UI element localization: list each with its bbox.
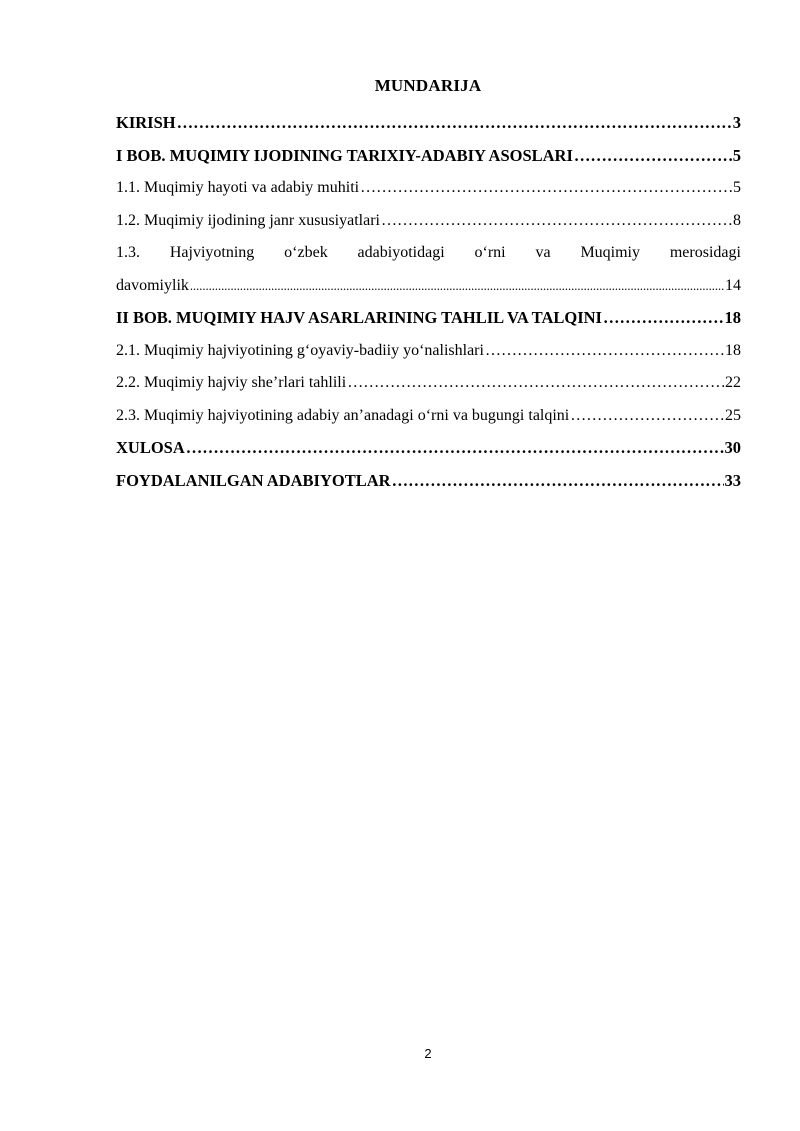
page-number: 2 — [424, 1046, 432, 1061]
toc-entry-page: 18 — [725, 341, 741, 359]
toc-entry-section-1-3 — [116, 237, 741, 302]
toc-word: o‘zbek — [284, 244, 328, 261]
toc-word: o‘rni — [474, 244, 506, 261]
toc-entry-label: I BOB. MUQIMIY IJODINING TARIXIY-ADABIY ASOSLARI — [116, 145, 573, 165]
toc-entry-section-2-1 — [116, 335, 741, 368]
toc-entry-label: FOYDALANILGAN ADABIYOTLAR — [116, 470, 391, 490]
toc-entry-references — [116, 465, 741, 498]
toc-entry-label: KIRISH — [116, 113, 176, 132]
toc-leader-dots — [177, 107, 732, 140]
toc-entry-section-1-1 — [116, 172, 741, 205]
toc-leader-dots — [485, 335, 724, 368]
toc-entry-label-line2 — [116, 270, 741, 303]
toc-entry-kirish — [116, 107, 741, 140]
toc-word: merosidagi — [669, 244, 741, 261]
toc-entry-label-line1 — [116, 237, 741, 270]
toc-entry-chapter-1 — [116, 140, 741, 173]
toc-entry-page: 5 — [733, 179, 741, 196]
toc-leader-dots — [603, 302, 724, 335]
toc-entry-page: 25 — [725, 406, 741, 424]
toc-entry-section-2-2 — [116, 367, 741, 400]
toc-entry-label: 1.1. Muqimiy hayoti va adabiy muhiti — [116, 179, 360, 196]
toc-entry-page: 3 — [732, 113, 741, 132]
toc-entry-xulosa — [116, 432, 741, 465]
toc-entry-label: II BOB. MUQIMIY HAJV ASARLARINING TAHLIL VA TALQINI — [116, 308, 602, 327]
toc-entry-section-1-2 — [116, 205, 741, 238]
toc-entry-page: 22 — [725, 374, 741, 391]
toc-title: MUNDARIJA — [374, 76, 482, 95]
toc-leader-dots — [381, 205, 732, 238]
toc-leader-dots — [190, 270, 724, 303]
toc-word: adabiyotidagi — [357, 244, 445, 261]
toc-entry-page: 18 — [724, 308, 741, 327]
toc-word: 1.3. — [116, 244, 140, 261]
toc-leader-dots — [574, 140, 732, 173]
toc-entry-page: 33 — [724, 470, 741, 490]
toc-entry-label: 2.3. Muqimiy hajviyotining adabiy an’anadagi o‘rni va bugungi talqini — [116, 406, 570, 424]
toc-entry-label: 2.1. Muqimiy hajviyotining g‘oyaviy-badiiy yo‘nalishlari — [116, 341, 484, 359]
toc-entry-label: davomiylik — [116, 276, 189, 294]
toc-entry-page: 5 — [732, 145, 741, 165]
toc-entry-page: 8 — [733, 211, 741, 229]
toc-leader-dots — [392, 465, 724, 498]
toc-word: Hajviyotning — [169, 244, 255, 261]
toc-entry-label: 2.2. Muqimiy hajviy she’rlari tahlili — [116, 374, 347, 391]
toc-leader-dots — [570, 400, 724, 433]
toc-entry-page: 30 — [724, 438, 741, 457]
toc-leader-dots — [347, 367, 724, 400]
toc-entry-section-2-3 — [116, 400, 741, 433]
toc-entry-label: XULOSA — [116, 438, 185, 457]
toc-word: Muqimiy — [580, 244, 640, 261]
toc-entry-label: 1.2. Muqimiy ijodining janr xususiyatlari — [116, 211, 380, 229]
toc-leader-dots — [360, 172, 732, 205]
toc-entry-chapter-2 — [116, 302, 741, 335]
table-of-contents — [116, 107, 741, 497]
toc-entry-page: 14 — [725, 276, 741, 294]
toc-leader-dots — [186, 432, 724, 465]
toc-word: va — [535, 244, 551, 261]
